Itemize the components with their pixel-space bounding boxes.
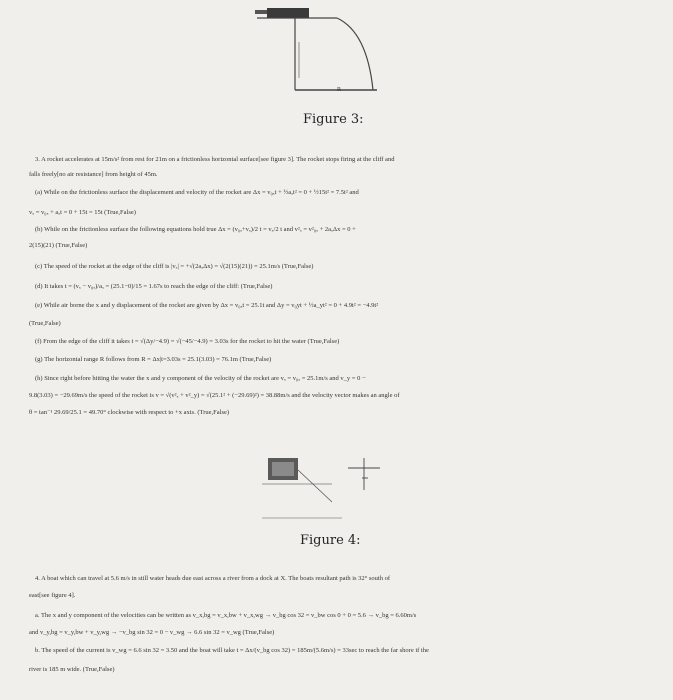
problem-3-part-g: (g) The horizontal range R follows from R = Δx|t=3.03s = 25.1(3.03) = 76.1m (True,False) [35, 356, 272, 363]
problem-3-part-a-line-1: (a) While on the frictionless surface the displacement and velocity of the rocket are Δx = v₀ₓt + ½aₓt² = 0 + ½15t² = 7.5t² and [35, 189, 359, 196]
figure-3-diagram [255, 2, 385, 97]
problem-4-part-b-line-2: river is 185 m wide. (True,False) [29, 666, 115, 673]
problem-3-part-c: (c) The speed of the rocket at the edge of the cliff is |vₓ| = +√(2aₓΔx) = √(2(15)(21)) = 25.1m/s (True,False) [35, 263, 314, 270]
problem-3-part-d: (d) It takes t = (vₓ − v₀ₓ)/aₓ = (25.1−0)/15 = 1.67s to reach the edge of the cliff: (True,False) [35, 283, 273, 290]
problem-4-part-b-line-1: b. The speed of the current is v_wg = 6.6 sin 32 = 3.50 and the boat will take t = Δx/(v_bg cos 32) = 185m/(5.6m/s) = 33sec to reach the far shore if the [35, 647, 429, 654]
boat-shape [272, 462, 294, 476]
problem-3-part-e-line-1: (e) While air borne the x and y displacement of the rocket are given by Δx = v₀ₓt = 25.1t and Δy = v₀yt + ½a_yt² = 0 + 4.9t² = −4.9t² [35, 302, 379, 309]
problem-3-part-h-line-2: 9.8(3.03) = −29.69m/s the speed of the rocket is v = √(v²ₓ + v²_y) = √(25.1² + (−29.69)²) = 38.88m/s and the velocity vector makes an angle of [29, 392, 400, 399]
problem-4-intro-line-1: 4. A boat which can travel at 5.6 m/s in still water heads due east across a river from a dock at X. The boats resultant path is 32° south of [35, 575, 391, 582]
problem-3-intro-line-2: falls freely[no air resistance] from height of 45m. [29, 171, 158, 178]
problem-4-part-a-line-2: and v_y,bg = v_y,bw + v_y,wg → −v_bg sin 32 = 0 − v_wg → 6.6 sin 32 = v_wg (True,False) [29, 629, 275, 636]
problem-3-part-b-line-1: (b) While on the frictionless surface the following equations hold true Δx = (v₀ₓ+vₓ)/2 t = vₓ/2 t and v²ₓ = v²₀ₓ + 2aₓΔx = 0 + [35, 226, 356, 233]
problem-4-part-a-line-1: a. The x and y component of the velocities can be written as v_x,bg = v_x,bw + v_x,wg → v_bg cos 32 = v_bw cos 0 + 0 = 5.6 → v_bg = 6.60m/s [35, 612, 417, 619]
resultant-path [298, 470, 332, 502]
rocket-exhaust [255, 10, 267, 14]
figure-3-caption: Figure 3: [303, 112, 364, 127]
figure-4-diagram [262, 450, 402, 522]
problem-3-part-f: (f) From the edge of the cliff it takes t = √(Δy/−4.9) = √(−45/−4.9) = 3.03s for the rocket to hit the water (True,False) [35, 338, 340, 345]
problem-3-part-b-line-2: 2(15)(21) (True,False) [29, 242, 88, 249]
problem-3-intro-line-1: 3. A rocket accelerates at 15m/s² from rest for 21m on a frictionless horizontal surface[see figure 3]. The rocket stops firing at the cliff and [35, 156, 395, 163]
trajectory-curve [337, 18, 373, 90]
problem-4-intro-line-2: east[see figure 4]. [29, 592, 76, 599]
problem-3-part-h-line-3: θ = tan⁻¹ 29.69/25.1 = 49.70° clockwise with respect to +x axis. (True,False) [29, 409, 230, 416]
figure-4-caption: Figure 4: [300, 533, 361, 548]
rocket-shape [267, 8, 309, 18]
label-R: R [337, 87, 342, 93]
problem-3-part-a-line-2: vₓ = v₀ₓ + aₓt = 0 + 15t = 15t (True,False) [29, 209, 136, 216]
problem-3-part-h-line-1: (h) Since right before hitting the water the x and y component of the velocity of the rocket are vₓ = v₀ₓ = 25.1m/s and v_y = 0 − [35, 375, 366, 382]
problem-3-part-e-line-2: (True,False) [29, 320, 61, 327]
